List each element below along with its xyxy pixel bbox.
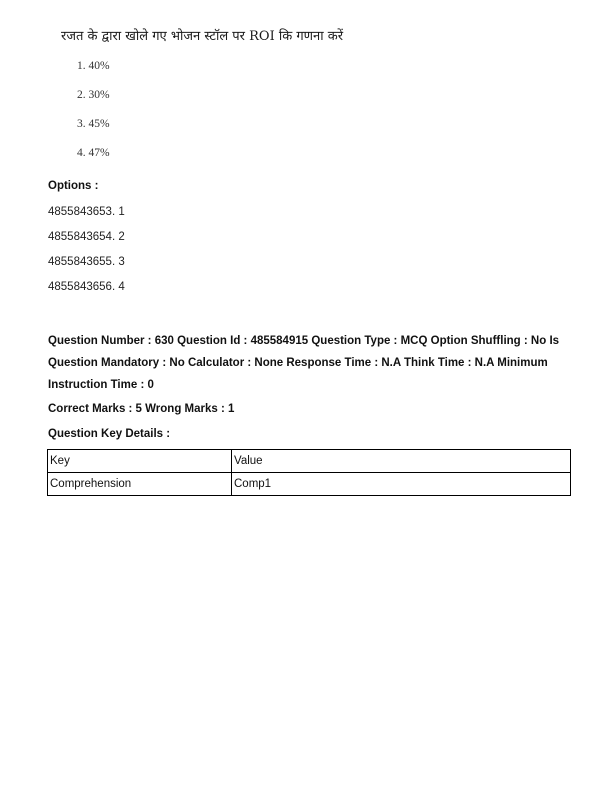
header-value: Value bbox=[232, 450, 571, 473]
choice-1: 1. 40% bbox=[77, 60, 110, 72]
table-header-row bbox=[48, 450, 571, 473]
cell-key: Comprehension bbox=[48, 473, 232, 496]
key-details-table bbox=[47, 449, 571, 496]
key-details-heading: Question Key Details : bbox=[48, 428, 171, 440]
min-instruction-time: Minimum Instruction Time : 0 bbox=[48, 357, 548, 391]
header-key: Key bbox=[48, 450, 232, 473]
option-row: 4855843654. 2 bbox=[48, 231, 125, 243]
choice-3: 3. 45% bbox=[77, 118, 110, 130]
question-type: Question Type : MCQ bbox=[311, 335, 428, 347]
response-time: Response Time : N.A bbox=[286, 357, 401, 369]
option-row: 4855843655. 3 bbox=[48, 256, 125, 268]
question-meta bbox=[48, 330, 578, 396]
option-row: 4855843653. 1 bbox=[48, 206, 125, 218]
option-row: 4855843656. 4 bbox=[48, 281, 125, 293]
cell-value: Comp1 bbox=[232, 473, 571, 496]
question-text: रजत के द्वारा खोले गए भोजन स्टॉल पर ROI कि गणना करें bbox=[61, 29, 344, 44]
choice-2: 2. 30% bbox=[77, 89, 110, 101]
choice-4: 4. 47% bbox=[77, 147, 110, 159]
calculator: Calculator : None bbox=[187, 357, 284, 369]
question-number: Question Number : 630 bbox=[48, 335, 174, 347]
think-time: Think Time : N.A bbox=[403, 357, 495, 369]
marks: Correct Marks : 5 Wrong Marks : 1 bbox=[48, 403, 235, 415]
table-row bbox=[48, 473, 571, 496]
question-id: Question Id : 485584915 bbox=[177, 335, 309, 347]
option-shuffling: Option Shuffling : No bbox=[430, 335, 547, 347]
options-heading: Options : bbox=[48, 180, 99, 192]
is-mandatory: Is Question Mandatory : No bbox=[48, 335, 560, 369]
